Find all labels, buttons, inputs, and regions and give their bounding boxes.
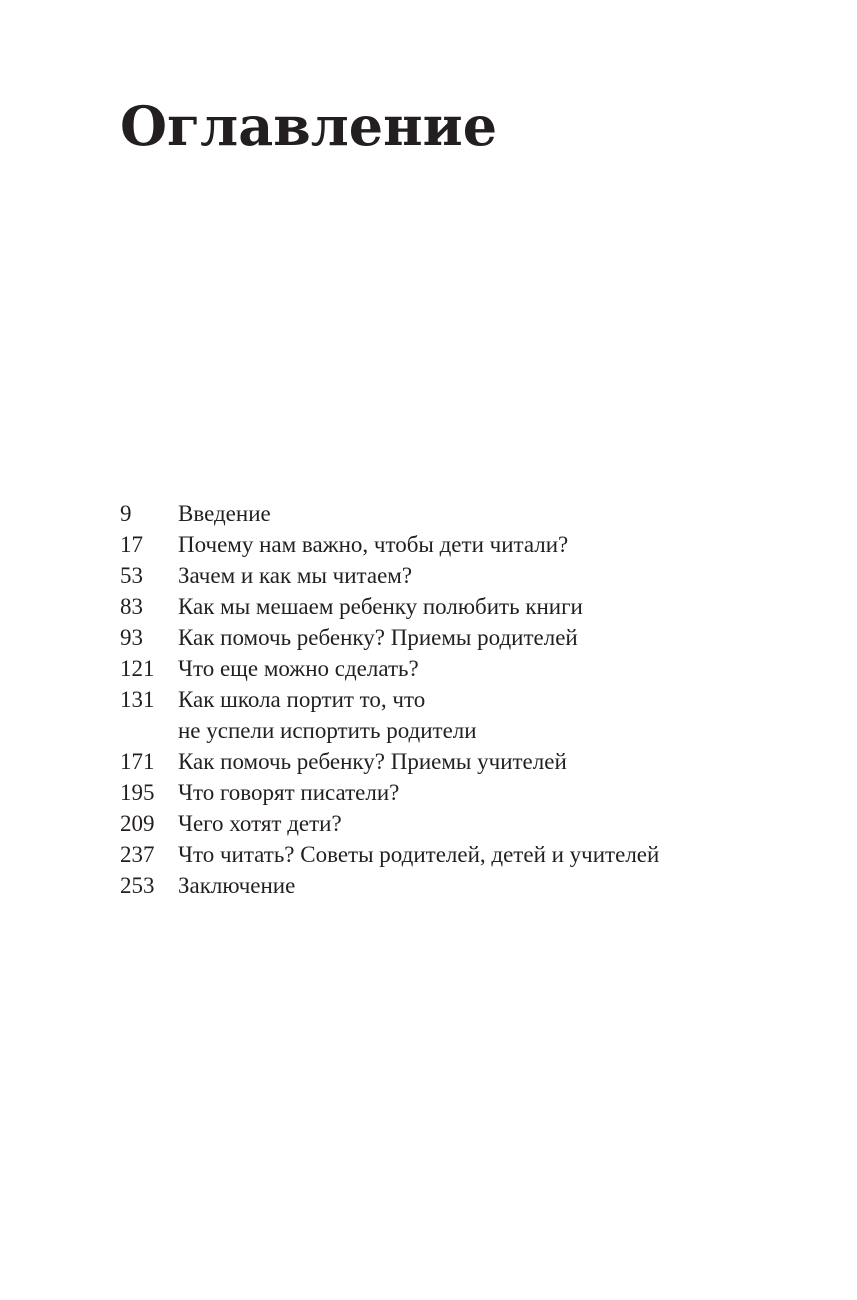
toc-entry[interactable] [120, 777, 760, 808]
toc-entry[interactable] [120, 808, 760, 839]
toc-entry[interactable] [120, 870, 760, 901]
toc-page-number: 17 [120, 532, 143, 557]
toc-chapter-title: Что еще можно сделать? [178, 656, 419, 681]
toc-chapter-title: Чего хотят дети? [178, 811, 342, 836]
page-title: Оглавление [120, 94, 498, 158]
toc-entry[interactable] [120, 622, 760, 653]
toc-entry[interactable] [120, 591, 760, 622]
toc-entry[interactable] [120, 498, 760, 529]
toc-page-number: 209 [120, 811, 155, 836]
toc-chapter-title: Как помочь ребенку? Приемы учителей [178, 749, 567, 774]
toc-page-number: 171 [120, 749, 155, 774]
toc-page-number: 9 [120, 501, 132, 526]
toc-chapter-title: Заключение [178, 873, 296, 898]
toc-page-number: 131 [120, 687, 155, 712]
toc-chapter-title: Почему нам важно, чтобы дети читали? [178, 532, 569, 557]
toc-page-number: 121 [120, 656, 155, 681]
toc-page-number: 93 [120, 625, 143, 650]
table-of-contents [120, 498, 760, 901]
toc-chapter-title: Что говорят писатели? [178, 780, 400, 805]
toc-entry[interactable] [120, 746, 760, 777]
toc-chapter-title: Как помочь ребенку? Приемы родителей [178, 625, 578, 650]
toc-page-number: 237 [120, 842, 155, 867]
toc-chapter-title: Как мы мешаем ребенку полюбить книги [178, 594, 583, 619]
toc-chapter-title: Как школа портит то, что не успели испортить родители [178, 687, 477, 743]
toc-page-number: 53 [120, 563, 143, 588]
toc-entry[interactable] [120, 653, 760, 684]
toc-page-number: 253 [120, 873, 155, 898]
toc-entry[interactable] [120, 839, 760, 870]
toc-entry[interactable] [120, 684, 760, 746]
toc-entry[interactable] [120, 560, 760, 591]
toc-page-number: 83 [120, 594, 143, 619]
toc-chapter-title: Что читать? Советы родителей, детей и учителей [178, 842, 660, 867]
toc-chapter-title: Зачем и как мы читаем? [178, 563, 413, 588]
toc-entry[interactable] [120, 529, 760, 560]
toc-page-number: 195 [120, 780, 155, 805]
toc-chapter-title: Введение [178, 501, 271, 526]
